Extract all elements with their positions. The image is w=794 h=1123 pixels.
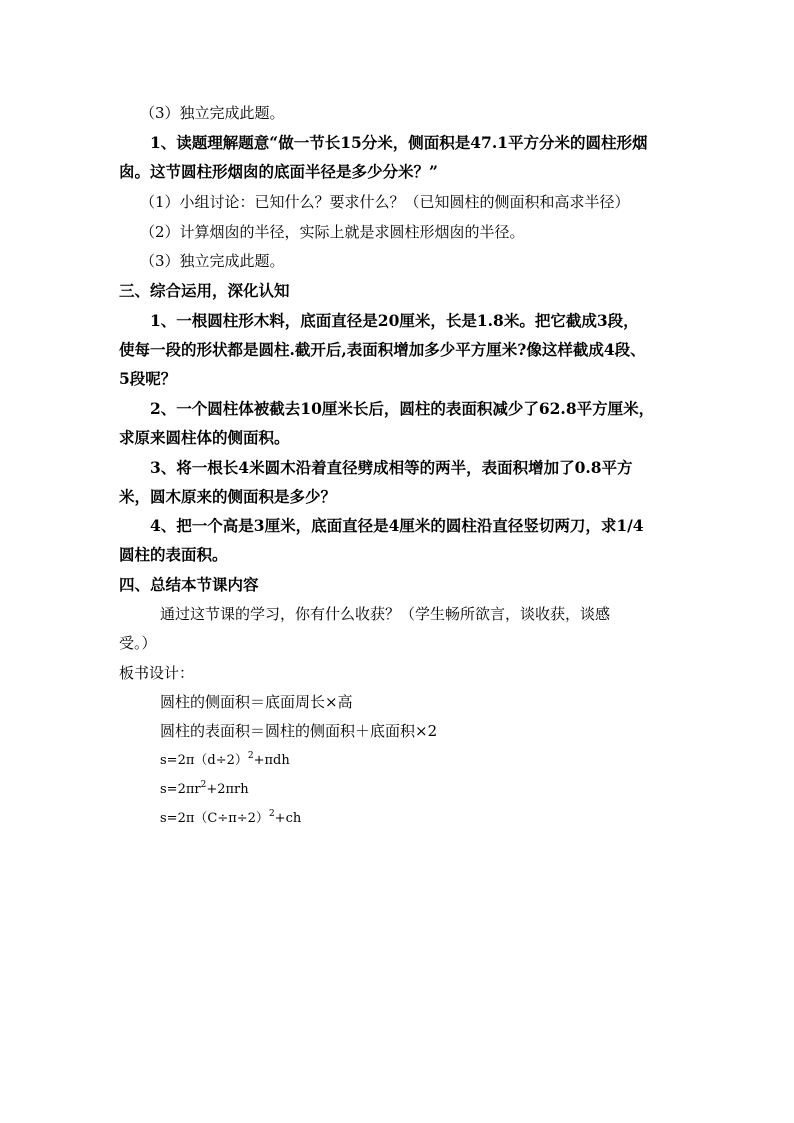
formula-s-circumference-tail: +ch	[274, 811, 302, 826]
exercise-3-line-2: 米，圆木原来的侧面积是多少？	[119, 487, 337, 506]
formula-s-radius-base: s=2πr	[160, 782, 201, 797]
formula-s-circumference-exponent: 2	[268, 809, 275, 819]
exercise-2-line-1: 2、一个圆柱体被截去10厘米长后，圆柱的表面积减少了62.8平方厘米，	[150, 399, 655, 418]
formula-surface-area: 圆柱的表面积＝圆柱的侧面积＋底面积×2	[160, 722, 438, 740]
formula-s-circumference-base: s=2π（C÷π÷2）	[160, 811, 269, 826]
formula-s-radius-exponent: 2	[200, 780, 207, 790]
formula-s-diameter	[160, 751, 290, 771]
formula-s-diameter-tail: +πdh	[253, 753, 290, 768]
exercise-1-line-3: 5段呢？	[119, 369, 177, 388]
exercise-2-line-2: 求原来圆柱体的侧面积。	[119, 428, 290, 447]
formula-s-diameter-exponent: 2	[247, 751, 254, 761]
exercise-4-line-2: 圆柱的表面积。	[119, 545, 228, 564]
summary-line-1: 通过这节课的学习，你有什么收获？（学生畅所欲言，谈收获，谈感	[160, 605, 611, 623]
exercise-4-line-1: 4、把一个高是3厘米，底面直径是4厘米的圆柱沿直径竖切两刀，求1/4	[150, 516, 644, 535]
exercise-3-line-1: 3、将一根长4米圆木沿着直径劈成相等的两半，表面积增加了0.8平方	[150, 458, 633, 477]
formula-s-radius	[160, 780, 249, 800]
summary-line-2: 受。）	[119, 634, 157, 652]
step-3-line: （3）独立完成此题。	[140, 104, 285, 122]
problem-1-line-2: 囱。这节圆柱形烟囱的底面半径是多少分米？”	[119, 162, 438, 181]
section-4-heading: 四、总结本节课内容	[119, 575, 259, 594]
exercise-1-line-1: 1、一根圆柱形木料，底面直径是20厘米，长是1.8米。把它截成3段，	[150, 311, 639, 330]
problem-1-line-1: 1、读题理解题意“做一节长15分米，侧面积是47.1平方分米的圆柱形烟	[150, 133, 648, 152]
step-1-discussion: （1）小组讨论：已知什么？要求什么？（已知圆柱的侧面积和高求半径）	[140, 193, 630, 211]
formula-s-diameter-base: s=2π（d÷2）	[160, 753, 248, 768]
board-design-label: 板书设计：	[119, 664, 195, 682]
step-3-line-2: （3）独立完成此题。	[140, 252, 285, 270]
formula-s-radius-tail: +2πrh	[206, 782, 249, 797]
formula-lateral-area: 圆柱的侧面积＝底面周长×高	[160, 693, 353, 711]
step-2-calc: （2）计算烟囱的半径，实际上就是求圆柱形烟囱的半径。	[140, 223, 525, 241]
exercise-1-line-2: 使每一段的形状都是圆柱.截开后,表面积增加多少平方厘米?像这样截成4段、	[119, 340, 646, 359]
section-3-heading: 三、综合运用，深化认知	[119, 281, 290, 300]
formula-s-circumference	[160, 809, 301, 829]
